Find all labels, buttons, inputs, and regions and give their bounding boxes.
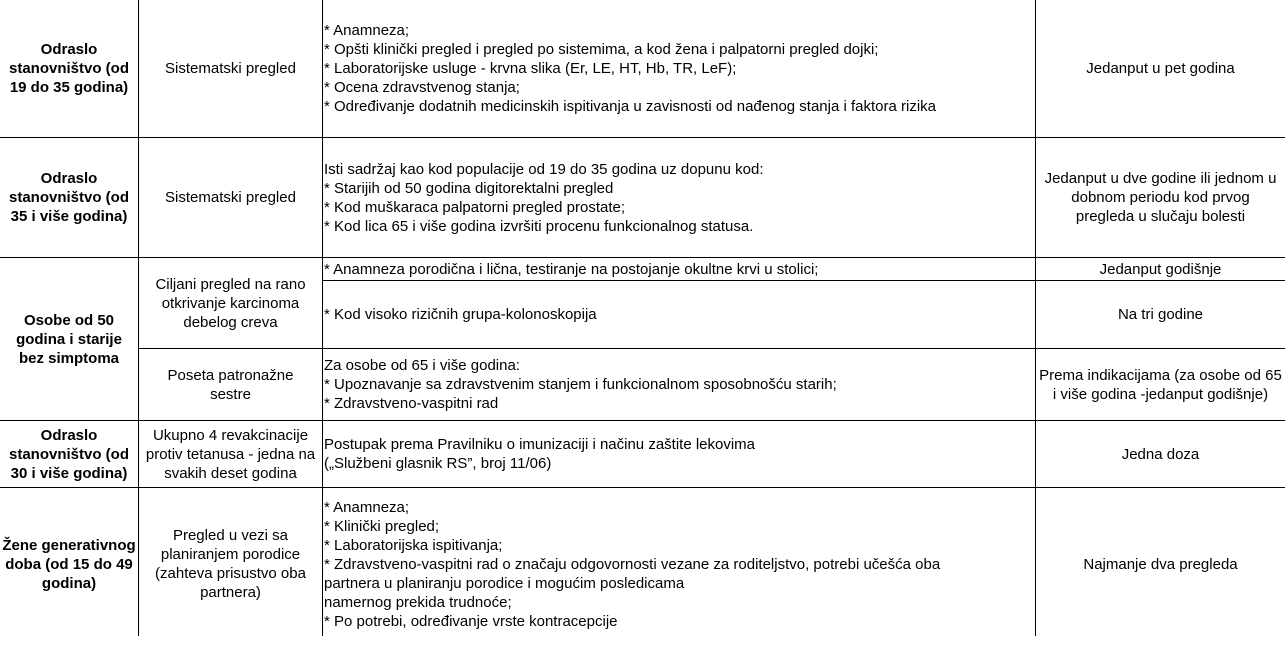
frequency-cell: Jedanput u pet godina [1086, 60, 1235, 77]
frequency-cell-wrap [1036, 349, 1285, 420]
content-line: („Službeni glasnik RS”, broj 11/06) [324, 455, 552, 472]
frequency-cell-wrap [1036, 281, 1285, 348]
content-line: * Laboratorijske usluge - krvna slika (Er, LE, HT, Hb, TR, LeF); [324, 60, 737, 77]
content-line: * Po potrebi, određivanje vrste kontracepcije [324, 612, 618, 630]
table-row [0, 421, 138, 487]
table-row [0, 488, 138, 640]
content-cell-wrap [323, 138, 1035, 257]
group-cell: Osobe od 50 godina i starije bez simptoma [16, 311, 122, 367]
frequency-cell: Jedanput godišnje [1099, 260, 1222, 278]
content-line: Postupak prema Pravilniku o imunizaciji i načinu zaštite lekovima [324, 436, 756, 453]
type-cell-wrap [139, 488, 322, 640]
content-line: partnera u planiranju porodice i mogućim posledicama [324, 574, 685, 592]
content-line: * Kod muškaraca palpatorni pregled prostate; [324, 198, 626, 216]
content-line: * Kod lica 65 i više godina izvršiti procenu funkcionalnog statusa. [324, 217, 754, 235]
content-line: * Starijih od 50 godina digitorektalni pregled [324, 179, 614, 197]
content-line: Isti sadržaj kao kod populacije od 19 do 35 godina uz dopunu kod: [324, 160, 764, 178]
content-cell [324, 356, 837, 413]
type-cell-wrap [139, 138, 322, 257]
content-line: * Opšti klinički pregled i pregled po sistemima, a kod žena i palpatorni pregled dojki; [324, 41, 879, 58]
content-line: * Anamneza; [324, 22, 410, 39]
content-cell-wrap [323, 281, 1035, 348]
type-cell-wrap [139, 421, 322, 487]
frequency-cell-wrap [1036, 488, 1285, 640]
content-line: * Zdravstveno-vaspitni rad o značaju odgovornosti vezane za roditeljstvo, potrebi učešća oba [324, 555, 941, 573]
group-cell: Žene generativnog doba (od 15 do 49 godina) [2, 536, 136, 592]
type-cell: Sistematski pregled [165, 189, 296, 206]
frequency-cell: Jedna doza [1121, 445, 1200, 463]
content-cell [324, 160, 763, 236]
type-cell: Sistematski pregled [165, 60, 296, 77]
content-cell-wrap [323, 349, 1035, 420]
content-cell-wrap [323, 488, 1035, 640]
content-line: * Laboratorijska ispitivanja; [324, 536, 503, 554]
content-cell [324, 21, 936, 116]
group-cell: Odraslo stanovništvo (od 19 do 35 godina) [8, 41, 129, 96]
frequency-cell: Najmanje dva pregleda [1083, 555, 1238, 573]
type-cell: Pregled u vezi sa planiranjem porodice (zahteva prisustvo oba partnera) [155, 527, 306, 601]
type-cell-wrap [139, 349, 322, 420]
frequency-cell-wrap [1036, 138, 1285, 257]
content-line: * Klinički pregled; [324, 517, 440, 535]
frequency-cell: Jedanput u dve godine ili jednom u dobnom periodu kod prvog pregleda u slučaju bolesti [1044, 170, 1277, 225]
content-cell-wrap [323, 421, 1035, 487]
frequency-cell: Prema indikacijama (za osobe od 65 i više godina -jedanput godišnje) [1039, 366, 1282, 403]
content-cell-wrap [323, 0, 1035, 137]
table-row [0, 138, 138, 257]
content-line: * Upoznavanje sa zdravstvenim stanjem i funkcionalnom sposobnošću starih; [324, 376, 837, 393]
type-cell-wrap [139, 258, 322, 348]
type-cell-wrap [139, 0, 322, 137]
table-row [0, 258, 138, 420]
content-line: * Anamneza porodična i lična, testiranje na postojanje okultne krvi u stolici; [324, 260, 819, 278]
content-cell-wrap [323, 258, 1035, 280]
content-line: Za osobe od 65 i više godina: [324, 357, 520, 374]
content-line: * Kod visoko rizičnih grupa-kolonoskopija [324, 306, 597, 323]
frequency-cell-wrap [1036, 0, 1285, 137]
content-line: namernog prekida trudnoće; [324, 593, 512, 611]
table-row [0, 0, 138, 137]
frequency-cell-wrap [1036, 258, 1285, 280]
frequency-cell-wrap [1036, 421, 1285, 487]
content-line: * Anamneza; [324, 498, 410, 516]
frequency-cell: Na tri godine [1117, 306, 1204, 323]
type-cell: Ciljani pregled na rano otkrivanje karcinoma debelog creva [155, 275, 306, 331]
content-line: * Zdravstveno-vaspitni rad [324, 395, 499, 412]
type-cell: Ukupno 4 revakcinacije protiv tetanusa - jedna na svakih deset godina [145, 426, 316, 482]
group-cell: Odraslo stanovništvo (od 30 i više godina) [8, 426, 129, 482]
content-line: * Određivanje dodatnih medicinskih ispitivanja u zavisnosti od nađenog stanja i faktora rizika [324, 98, 937, 115]
content-line: * Ocena zdravstvenog stanja; [324, 79, 520, 96]
content-cell [324, 498, 940, 631]
type-cell: Poseta patronažne sestre [167, 366, 294, 403]
group-cell: Odraslo stanovništvo (od 35 i više godina) [8, 170, 129, 225]
content-cell [324, 435, 755, 473]
